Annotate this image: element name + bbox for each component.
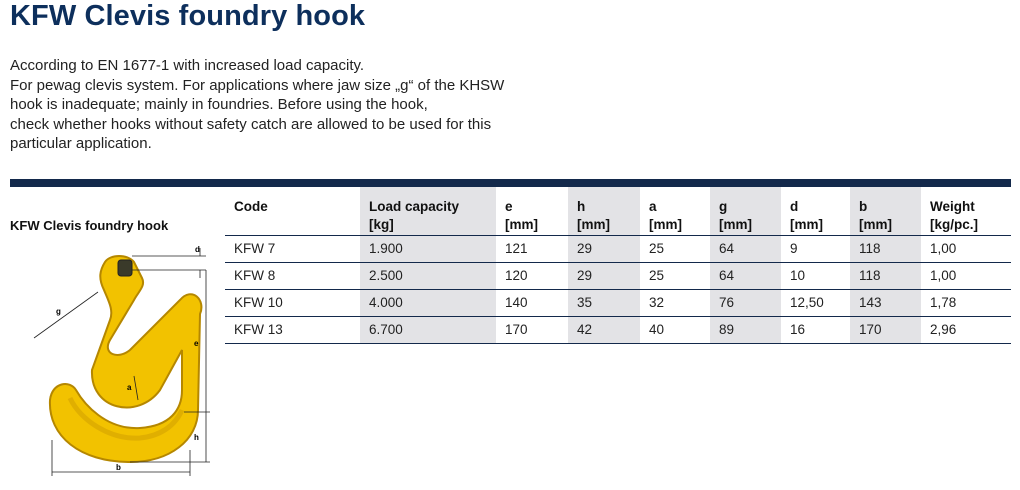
cell-b: 143: [850, 289, 921, 316]
cell-load-capacity: 4.000: [360, 289, 496, 316]
col-header-weight: Weight [kg/pc.]: [930, 199, 979, 232]
cell-g: 76: [710, 289, 781, 316]
intro-text: [10, 56, 610, 154]
product-subheading: KFW Clevis foundry hook: [10, 218, 169, 233]
page-title: KFW Clevis foundry hook: [10, 0, 366, 32]
cell-code: KFW 10: [225, 289, 360, 316]
col-header-code: Code: [234, 199, 268, 214]
cell-code: KFW 7: [225, 235, 360, 262]
cell-d: 12,50: [781, 289, 850, 316]
cell-b: 170: [850, 316, 921, 343]
col-header-h: h [mm]: [568, 187, 640, 235]
dim-label-g: g: [56, 307, 61, 316]
cell-a: 32: [640, 289, 710, 316]
cell-weight: 1,78: [921, 289, 1011, 316]
col-header-d: d [mm]: [790, 199, 823, 232]
cell-code: KFW 13: [225, 316, 360, 343]
col-header-b: b [mm]: [850, 187, 921, 235]
table-row: [225, 316, 1011, 343]
intro-line: hook is inadequate; mainly in foundries. Before using the hook,: [10, 96, 428, 114]
cell-weight: 1,00: [921, 235, 1011, 262]
cell-load-capacity: 2.500: [360, 262, 496, 289]
cell-h: 29: [568, 262, 640, 289]
cell-a: 40: [640, 316, 710, 343]
cell-b: 118: [850, 262, 921, 289]
cell-g: 64: [710, 235, 781, 262]
cell-d: 10: [781, 262, 850, 289]
cell-e: 170: [496, 316, 568, 343]
cell-h: 29: [568, 235, 640, 262]
cell-e: 121: [496, 235, 568, 262]
cell-h: 35: [568, 289, 640, 316]
cell-g: 64: [710, 262, 781, 289]
dim-label-h: h: [194, 433, 199, 442]
cell-g: 89: [710, 316, 781, 343]
hook-dimension-diagram: [10, 240, 220, 480]
col-header-e: e [mm]: [505, 199, 538, 232]
intro-line: particular application.: [10, 135, 152, 153]
hook-icon: [50, 256, 202, 462]
cell-load-capacity: 6.700: [360, 316, 496, 343]
cell-d: 9: [781, 235, 850, 262]
cell-e: 120: [496, 262, 568, 289]
dim-label-a: a: [127, 383, 132, 392]
dim-label-d: d: [195, 245, 200, 254]
intro-line: check whether hooks without safety catch are allowed to be used for this: [10, 115, 492, 133]
table-row: [225, 289, 1011, 316]
cell-e: 140: [496, 289, 568, 316]
table-header-row: [225, 187, 1011, 235]
cell-weight: 1,00: [921, 262, 1011, 289]
cell-load-capacity: 1.900: [360, 235, 496, 262]
section-divider-bar: [10, 179, 1011, 187]
intro-line: For pewag clevis system. For applications where jaw size „g“ of the KHSW: [10, 76, 505, 94]
dim-label-e: e: [194, 339, 199, 348]
cell-weight: 2,96: [921, 316, 1011, 343]
cell-a: 25: [640, 235, 710, 262]
cell-code: KFW 8: [225, 262, 360, 289]
table-row: [225, 262, 1011, 289]
cell-b: 118: [850, 235, 921, 262]
cell-h: 42: [568, 316, 640, 343]
col-header-g: g [mm]: [710, 187, 781, 235]
cell-a: 25: [640, 262, 710, 289]
dim-label-b: b: [116, 463, 121, 472]
intro-line: According to EN 1677-1 with increased load capacity.: [10, 57, 365, 74]
col-header-load-capacity: Load capacity [kg]: [360, 187, 496, 235]
specification-table: [225, 187, 1011, 344]
cell-d: 16: [781, 316, 850, 343]
table-row: [225, 235, 1011, 262]
col-header-a: a [mm]: [649, 199, 682, 232]
